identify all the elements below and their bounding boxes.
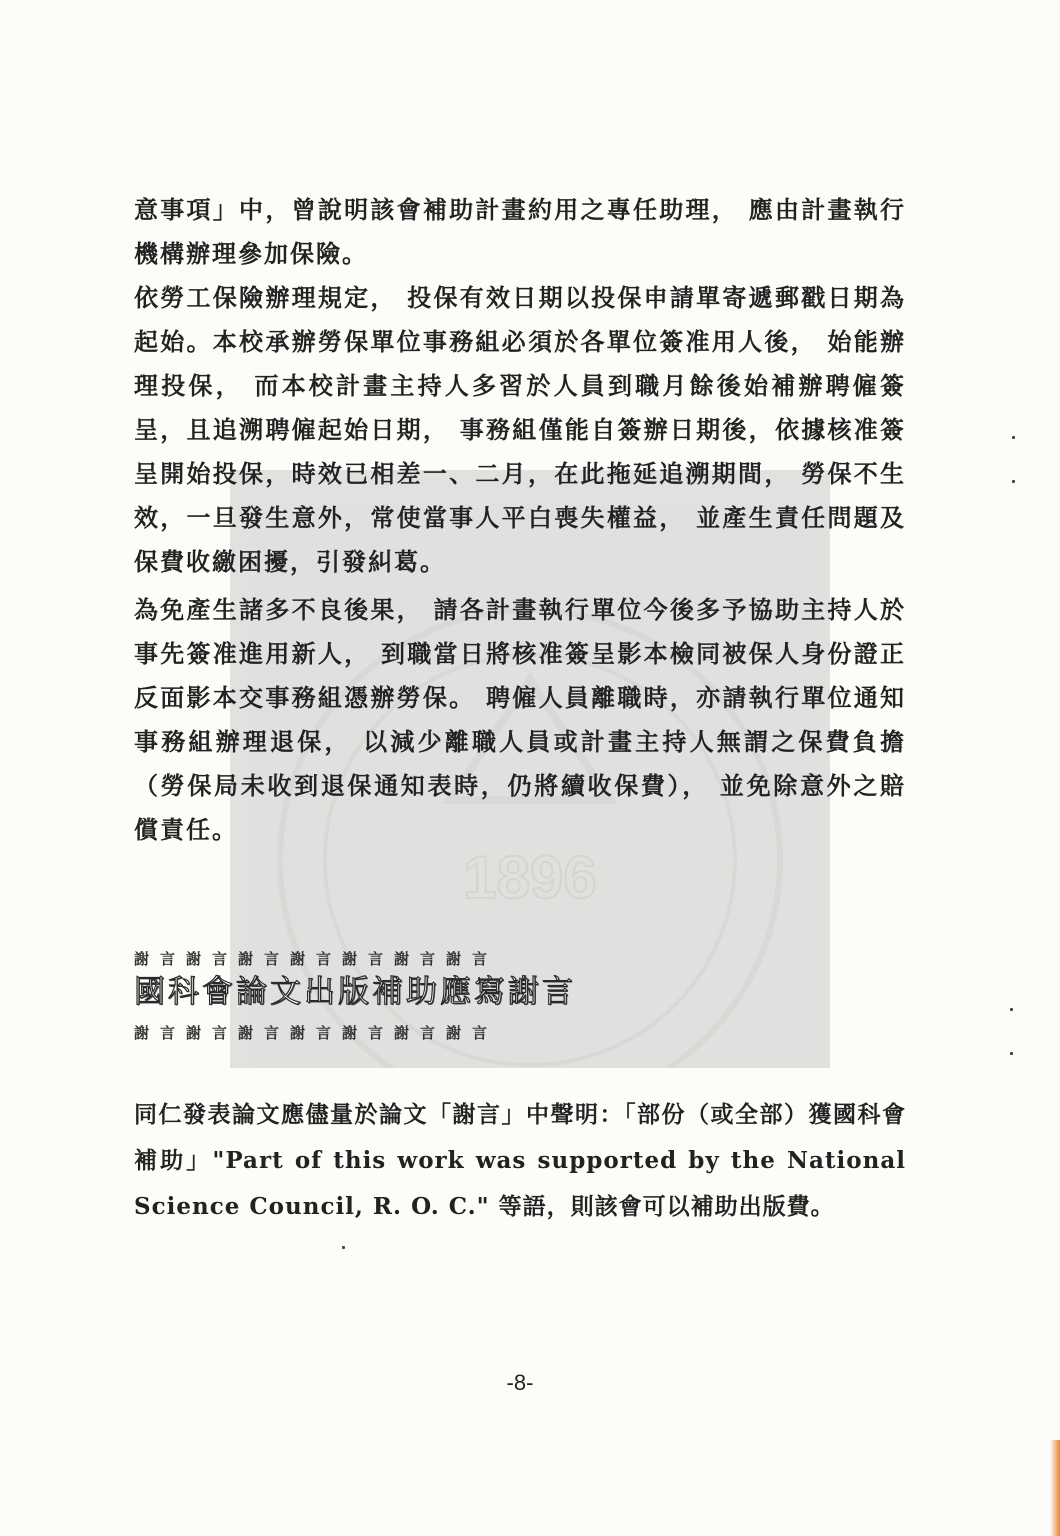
paragraph-intro: 意事項」中，曾說明該會補助計畫約用之專任助理， 應由計畫執行機構辦理參加保險。	[134, 195, 906, 268]
scan-edge	[1050, 1440, 1060, 1536]
scan-speck	[342, 1246, 345, 1249]
decorative-border-top: 謝言謝言謝言謝言謝言謝言謝言	[134, 950, 499, 968]
page-number: -8-	[506, 1370, 534, 1395]
scan-speck	[1010, 1052, 1013, 1055]
scan-speck	[1010, 1008, 1013, 1011]
paragraph-recommendation: 為免產生諸多不良後果， 請各計畫執行單位今後多予協助主持人於事先簽准進用新人， 到職當日將核准簽呈影本檢同被保人身份證正反面影本交事務組憑辦勞保。 聘僱人員離職時，亦請執行單位通知事務組辦理退保， 以減少離職人員或計畫主持人無謂之保費負擔（勞保局未收到退保通知表時，仍將續收保費）， 並免除意外之賠償責任。	[134, 595, 906, 844]
section-title: 國科會論文出版補助應寫謝言	[134, 974, 576, 1010]
scan-speck	[1012, 480, 1015, 483]
watermark-year: 1896	[463, 844, 597, 911]
paragraph-acknowledgement: 同仁發表論文應儘量於論文「謝言」中聲明：「部份（或全部）獲國科會補助」"Part of this work was supported by the National Science Council, R. O. C." 等語，則該會可以補助出版費。	[134, 1101, 906, 1220]
paragraph-labor-insurance: 依勞工保險辦理規定， 投保有效日期以投保申請單寄遞郵戳日期為起始。本校承辦勞保單位事務組必須於各單位簽准用人後， 始能辦理投保， 而本校計畫主持人多習於人員到職月餘後始補辦聘僱簽呈，且追溯聘僱起始日期， 事務組僅能自簽辦日期後，依據核准簽呈開始投保，時效已相差一、二月，在此拖延追溯期間， 勞保不生效，一旦發生意外，常使當事人平白喪失權益， 並產生責任問題及保費收繳困擾，引發糾葛。	[134, 283, 906, 576]
decorative-border-bottom: 謝言謝言謝言謝言謝言謝言謝言	[134, 1024, 499, 1042]
scan-speck	[1012, 436, 1015, 439]
